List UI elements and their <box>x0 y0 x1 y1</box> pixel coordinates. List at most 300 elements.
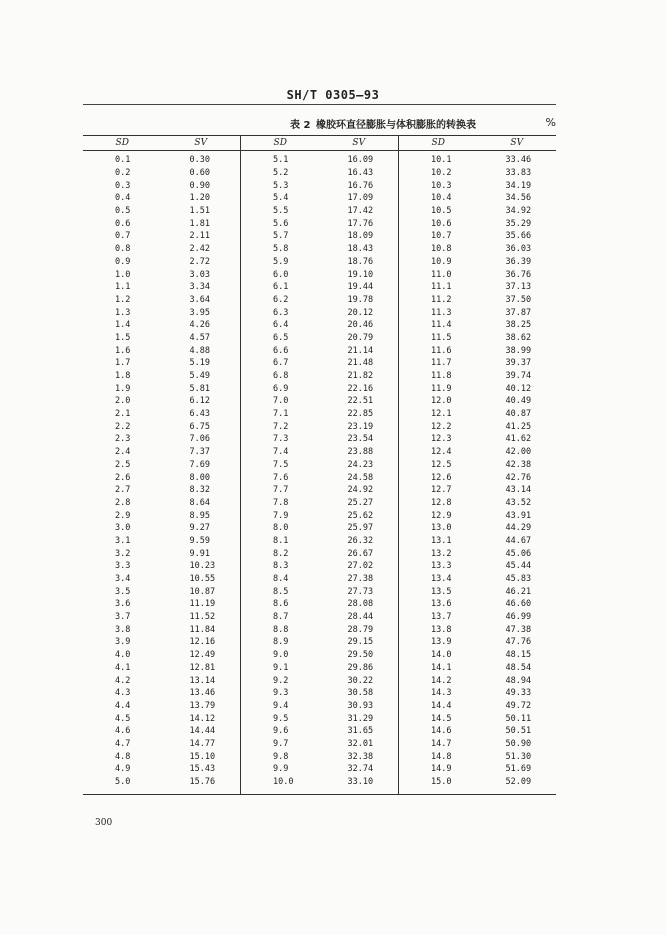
table-row <box>241 395 398 408</box>
sv-cell: 28.08 <box>347 599 374 610</box>
sd-cell: 2.2 <box>115 421 131 432</box>
sd-cell: 10.7 <box>431 231 452 242</box>
table-row <box>399 484 556 497</box>
sd-cell: 14.5 <box>431 713 452 724</box>
sd-column-header: SD <box>115 138 129 148</box>
sv-cell: 44.29 <box>505 523 532 534</box>
sd-cell: 9.4 <box>273 700 289 711</box>
sv-cell: 42.38 <box>505 459 532 470</box>
sd-cell: 13.2 <box>431 548 452 559</box>
table-row <box>399 459 556 472</box>
table-row <box>83 256 240 269</box>
sv-cell: 41.62 <box>505 434 532 445</box>
sd-cell: 7.7 <box>273 485 289 496</box>
sv-cell: 17.42 <box>347 206 374 217</box>
table-row <box>399 700 556 713</box>
sd-cell: 6.5 <box>273 332 289 343</box>
sd-cell: 9.6 <box>273 726 289 737</box>
sd-cell: 6.6 <box>273 345 289 356</box>
sd-cell: 10.3 <box>431 180 452 191</box>
table-row <box>241 433 398 446</box>
sv-cell: 18.76 <box>347 256 374 267</box>
sv-cell: 13.14 <box>189 675 216 686</box>
sd-cell: 1.9 <box>115 383 131 394</box>
sd-cell: 4.7 <box>115 738 131 749</box>
sd-cell: 10.8 <box>431 244 452 255</box>
sd-cell: 6.7 <box>273 358 289 369</box>
sv-cell: 7.37 <box>189 447 210 458</box>
table-row <box>241 535 398 548</box>
table-row <box>83 268 240 281</box>
sd-cell: 11.6 <box>431 345 452 356</box>
sd-cell: 1.2 <box>115 294 131 305</box>
sv-cell: 34.92 <box>505 206 532 217</box>
table-row <box>83 243 240 256</box>
table-row <box>83 395 240 408</box>
table-row <box>83 535 240 548</box>
table-row <box>399 712 556 725</box>
sd-cell: 14.6 <box>431 726 452 737</box>
sv-cell: 33.83 <box>505 168 532 179</box>
table-row <box>241 243 398 256</box>
table-row <box>83 687 240 700</box>
sd-cell: 10.1 <box>431 155 452 166</box>
sv-cell: 49.72 <box>505 700 532 711</box>
sv-cell: 51.69 <box>505 764 532 775</box>
table-row <box>399 611 556 624</box>
table-row <box>399 687 556 700</box>
table-row <box>241 547 398 560</box>
table-row <box>83 230 240 243</box>
sd-cell: 13.5 <box>431 586 452 597</box>
sv-cell: 15.43 <box>189 764 216 775</box>
sd-cell: 9.3 <box>273 688 289 699</box>
sv-cell: 17.09 <box>347 193 374 204</box>
table-row <box>83 192 240 205</box>
sv-cell: 31.65 <box>347 726 374 737</box>
sv-cell: 45.06 <box>505 548 532 559</box>
sd-cell: 6.8 <box>273 371 289 382</box>
sd-column-header: SD <box>431 138 445 148</box>
table-row <box>399 217 556 230</box>
sv-cell: 1.20 <box>189 193 210 204</box>
table-row <box>83 547 240 560</box>
sv-cell: 39.37 <box>505 358 532 369</box>
sv-cell: 27.02 <box>347 561 374 572</box>
sd-cell: 9.1 <box>273 662 289 673</box>
sv-cell: 22.85 <box>347 409 374 420</box>
sd-cell: 4.6 <box>115 726 131 737</box>
sd-cell: 13.4 <box>431 574 452 585</box>
sv-cell: 49.33 <box>505 688 532 699</box>
sv-cell: 23.54 <box>347 434 374 445</box>
sd-cell: 11.7 <box>431 358 452 369</box>
sd-cell: 5.5 <box>273 206 289 217</box>
sv-cell: 35.29 <box>505 218 532 229</box>
table-row <box>83 497 240 510</box>
sd-cell: 13.7 <box>431 612 452 623</box>
sv-cell: 5.81 <box>189 383 210 394</box>
sd-cell: 12.3 <box>431 434 452 445</box>
sv-cell: 32.01 <box>347 738 374 749</box>
table-row <box>83 509 240 522</box>
table-row <box>241 662 398 675</box>
sd-cell: 3.2 <box>115 548 131 559</box>
sv-cell: 16.09 <box>347 155 374 166</box>
table-row <box>399 268 556 281</box>
column-group <box>240 136 398 794</box>
table-row <box>399 357 556 370</box>
table-row <box>241 217 398 230</box>
sd-cell: 9.2 <box>273 675 289 686</box>
sv-cell: 2.72 <box>189 256 210 267</box>
sd-cell: 3.0 <box>115 523 131 534</box>
sd-column-header: SD <box>273 138 287 148</box>
table-row <box>241 738 398 751</box>
sd-cell: 6.3 <box>273 307 289 318</box>
sv-cell: 7.06 <box>189 434 210 445</box>
table-row <box>241 192 398 205</box>
sv-cell: 39.74 <box>505 371 532 382</box>
sd-cell: 11.5 <box>431 332 452 343</box>
sv-cell: 43.14 <box>505 485 532 496</box>
table-row <box>241 205 398 218</box>
table-row <box>241 598 398 611</box>
sv-cell: 6.43 <box>189 409 210 420</box>
sv-cell: 43.91 <box>505 510 532 521</box>
table-row <box>241 573 398 586</box>
column-group <box>398 136 556 794</box>
table-row <box>83 623 240 636</box>
sv-cell: 29.86 <box>347 662 374 673</box>
sv-cell: 48.15 <box>505 650 532 661</box>
table-row <box>399 420 556 433</box>
sv-cell: 13.79 <box>189 700 216 711</box>
table-row <box>399 408 556 421</box>
sv-cell: 41.25 <box>505 421 532 432</box>
table-row <box>241 167 398 180</box>
sd-cell: 5.4 <box>273 193 289 204</box>
sv-cell: 36.76 <box>505 269 532 280</box>
table-row <box>83 281 240 294</box>
table-row <box>83 433 240 446</box>
table-row <box>83 649 240 662</box>
table-row <box>399 763 556 776</box>
sd-cell: 12.5 <box>431 459 452 470</box>
table-row <box>241 459 398 472</box>
table-row <box>241 344 398 357</box>
sv-cell: 27.38 <box>347 574 374 585</box>
sd-cell: 7.4 <box>273 447 289 458</box>
sd-cell: 12.0 <box>431 396 452 407</box>
sd-cell: 2.1 <box>115 409 131 420</box>
table-row <box>399 674 556 687</box>
sv-cell: 5.19 <box>189 358 210 369</box>
sv-cell: 33.10 <box>347 777 374 788</box>
table-row <box>241 154 398 167</box>
sd-cell: 0.8 <box>115 244 131 255</box>
table-row <box>83 179 240 192</box>
table-row <box>241 649 398 662</box>
table-row <box>241 268 398 281</box>
sv-cell: 43.52 <box>505 497 532 508</box>
sv-cell: 20.46 <box>347 320 374 331</box>
table-row <box>83 420 240 433</box>
sv-cell: 2.11 <box>189 231 210 242</box>
table-row <box>241 179 398 192</box>
sv-cell: 33.46 <box>505 155 532 166</box>
sv-cell: 9.91 <box>189 548 210 559</box>
page-number: 300 <box>95 818 113 828</box>
table-row <box>83 154 240 167</box>
table-row <box>83 205 240 218</box>
sd-cell: 12.6 <box>431 472 452 483</box>
sv-column-header: SV <box>510 138 524 148</box>
sd-cell: 2.3 <box>115 434 131 445</box>
table-row <box>83 344 240 357</box>
table-row <box>399 179 556 192</box>
sd-cell: 2.5 <box>115 459 131 470</box>
table-row <box>399 294 556 307</box>
sv-cell: 21.82 <box>347 371 374 382</box>
table-row <box>83 332 240 345</box>
table-row <box>241 585 398 598</box>
sv-cell: 40.87 <box>505 409 532 420</box>
sd-cell: 8.5 <box>273 586 289 597</box>
sd-cell: 4.1 <box>115 662 131 673</box>
table-row <box>399 332 556 345</box>
sv-cell: 45.44 <box>505 561 532 572</box>
sv-cell: 24.58 <box>347 472 374 483</box>
sd-cell: 13.3 <box>431 561 452 572</box>
conversion-table <box>83 135 556 795</box>
table-row <box>399 319 556 332</box>
sd-cell: 15.0 <box>431 777 452 788</box>
table-row <box>241 636 398 649</box>
sd-cell: 6.9 <box>273 383 289 394</box>
sd-cell: 11.2 <box>431 294 452 305</box>
sv-cell: 29.15 <box>347 637 374 648</box>
table-row <box>83 459 240 472</box>
table-row <box>83 471 240 484</box>
sv-cell: 51.30 <box>505 751 532 762</box>
sv-cell: 10.87 <box>189 586 216 597</box>
sd-cell: 8.4 <box>273 574 289 585</box>
sd-cell: 1.5 <box>115 332 131 343</box>
sv-cell: 36.39 <box>505 256 532 267</box>
table-label: 表 2 <box>290 120 311 131</box>
sv-cell: 20.12 <box>347 307 374 318</box>
sd-cell: 4.4 <box>115 700 131 711</box>
table-row <box>241 674 398 687</box>
sd-cell: 14.1 <box>431 662 452 673</box>
sd-cell: 7.9 <box>273 510 289 521</box>
sv-cell: 46.60 <box>505 599 532 610</box>
table-row <box>241 306 398 319</box>
table-row <box>399 433 556 446</box>
table-row <box>399 167 556 180</box>
sd-cell: 9.5 <box>273 713 289 724</box>
sd-cell: 5.6 <box>273 218 289 229</box>
sd-cell: 12.1 <box>431 409 452 420</box>
table-row <box>83 674 240 687</box>
sd-cell: 3.9 <box>115 637 131 648</box>
table-row <box>83 370 240 383</box>
sv-cell: 0.30 <box>189 155 210 166</box>
sv-cell: 38.62 <box>505 332 532 343</box>
sv-cell: 15.10 <box>189 751 216 762</box>
table-row <box>241 712 398 725</box>
table-row <box>241 700 398 713</box>
sv-cell: 14.44 <box>189 726 216 737</box>
sd-cell: 12.4 <box>431 447 452 458</box>
sv-cell: 38.99 <box>505 345 532 356</box>
sv-cell: 3.64 <box>189 294 210 305</box>
table-row <box>399 776 556 789</box>
sd-cell: 7.3 <box>273 434 289 445</box>
sv-cell: 34.19 <box>505 180 532 191</box>
table-row <box>399 205 556 218</box>
sd-cell: 14.0 <box>431 650 452 661</box>
sd-cell: 12.2 <box>431 421 452 432</box>
sv-cell: 38.25 <box>505 320 532 331</box>
sd-cell: 9.9 <box>273 764 289 775</box>
sd-cell: 5.7 <box>273 231 289 242</box>
sv-cell: 32.74 <box>347 764 374 775</box>
table-row <box>399 649 556 662</box>
sd-cell: 6.1 <box>273 282 289 293</box>
sv-cell: 47.38 <box>505 624 532 635</box>
sd-cell: 13.1 <box>431 535 452 546</box>
sd-cell: 10.6 <box>431 218 452 229</box>
table-row <box>399 243 556 256</box>
table-row <box>241 420 398 433</box>
sd-cell: 0.2 <box>115 168 131 179</box>
sv-cell: 14.77 <box>189 738 216 749</box>
table-row <box>83 598 240 611</box>
sv-cell: 28.44 <box>347 612 374 623</box>
sv-cell: 48.54 <box>505 662 532 673</box>
standard-code: SH/T 0305—93 <box>286 88 380 102</box>
sd-cell: 3.1 <box>115 535 131 546</box>
header-rule <box>83 104 556 105</box>
sd-cell: 9.7 <box>273 738 289 749</box>
sv-cell: 40.49 <box>505 396 532 407</box>
sd-cell: 6.2 <box>273 294 289 305</box>
sv-cell: 34.56 <box>505 193 532 204</box>
sv-cell: 10.23 <box>189 561 216 572</box>
sd-cell: 5.8 <box>273 244 289 255</box>
table-row <box>399 547 556 560</box>
table-row <box>399 256 556 269</box>
sd-cell: 5.9 <box>273 256 289 267</box>
table-row <box>399 662 556 675</box>
table-row <box>241 230 398 243</box>
table-row <box>83 611 240 624</box>
sd-cell: 13.6 <box>431 599 452 610</box>
sv-cell: 25.27 <box>347 497 374 508</box>
sd-cell: 1.0 <box>115 269 131 280</box>
sv-cell: 29.50 <box>347 650 374 661</box>
sd-cell: 3.3 <box>115 561 131 572</box>
sv-cell: 23.88 <box>347 447 374 458</box>
sd-cell: 1.3 <box>115 307 131 318</box>
sd-cell: 11.1 <box>431 282 452 293</box>
table-caption <box>83 116 556 132</box>
sd-cell: 9.0 <box>273 650 289 661</box>
column-header-row <box>241 136 398 151</box>
sv-cell: 24.92 <box>347 485 374 496</box>
table-row <box>241 611 398 624</box>
table-row <box>241 560 398 573</box>
table-row <box>83 217 240 230</box>
table-row <box>399 725 556 738</box>
table-row <box>83 319 240 332</box>
sv-cell: 22.16 <box>347 383 374 394</box>
table-row <box>399 281 556 294</box>
sd-cell: 8.2 <box>273 548 289 559</box>
sd-cell: 1.8 <box>115 371 131 382</box>
sv-cell: 50.51 <box>505 726 532 737</box>
sd-cell: 7.1 <box>273 409 289 420</box>
sv-cell: 45.83 <box>505 574 532 585</box>
table-row <box>399 446 556 459</box>
table-row <box>399 509 556 522</box>
sd-cell: 14.7 <box>431 738 452 749</box>
sv-cell: 8.95 <box>189 510 210 521</box>
sd-cell: 0.6 <box>115 218 131 229</box>
table-row <box>241 256 398 269</box>
sd-cell: 6.4 <box>273 320 289 331</box>
sv-cell: 12.16 <box>189 637 216 648</box>
sv-cell: 19.78 <box>347 294 374 305</box>
sv-cell: 50.90 <box>505 738 532 749</box>
sd-cell: 4.5 <box>115 713 131 724</box>
table-row <box>399 738 556 751</box>
sd-cell: 5.1 <box>273 155 289 166</box>
sv-cell: 37.13 <box>505 282 532 293</box>
sd-cell: 14.8 <box>431 751 452 762</box>
sd-cell: 3.5 <box>115 586 131 597</box>
table-row <box>399 598 556 611</box>
table-row <box>399 636 556 649</box>
sv-cell: 30.58 <box>347 688 374 699</box>
table-row <box>241 281 398 294</box>
sv-cell: 22.51 <box>347 396 374 407</box>
table-row <box>83 776 240 789</box>
sv-cell: 42.00 <box>505 447 532 458</box>
sd-cell: 1.6 <box>115 345 131 356</box>
sd-cell: 5.3 <box>273 180 289 191</box>
sd-cell: 2.6 <box>115 472 131 483</box>
sd-cell: 12.9 <box>431 510 452 521</box>
sd-cell: 11.0 <box>431 269 452 280</box>
sv-cell: 6.75 <box>189 421 210 432</box>
sv-cell: 4.57 <box>189 332 210 343</box>
table-row <box>399 560 556 573</box>
sv-cell: 48.94 <box>505 675 532 686</box>
sv-cell: 4.26 <box>189 320 210 331</box>
table-row <box>241 471 398 484</box>
sv-cell: 16.76 <box>347 180 374 191</box>
sd-cell: 4.2 <box>115 675 131 686</box>
table-row <box>241 446 398 459</box>
table-row <box>241 776 398 789</box>
sd-cell: 13.0 <box>431 523 452 534</box>
sd-cell: 12.8 <box>431 497 452 508</box>
sv-cell: 18.43 <box>347 244 374 255</box>
sd-cell: 1.1 <box>115 282 131 293</box>
